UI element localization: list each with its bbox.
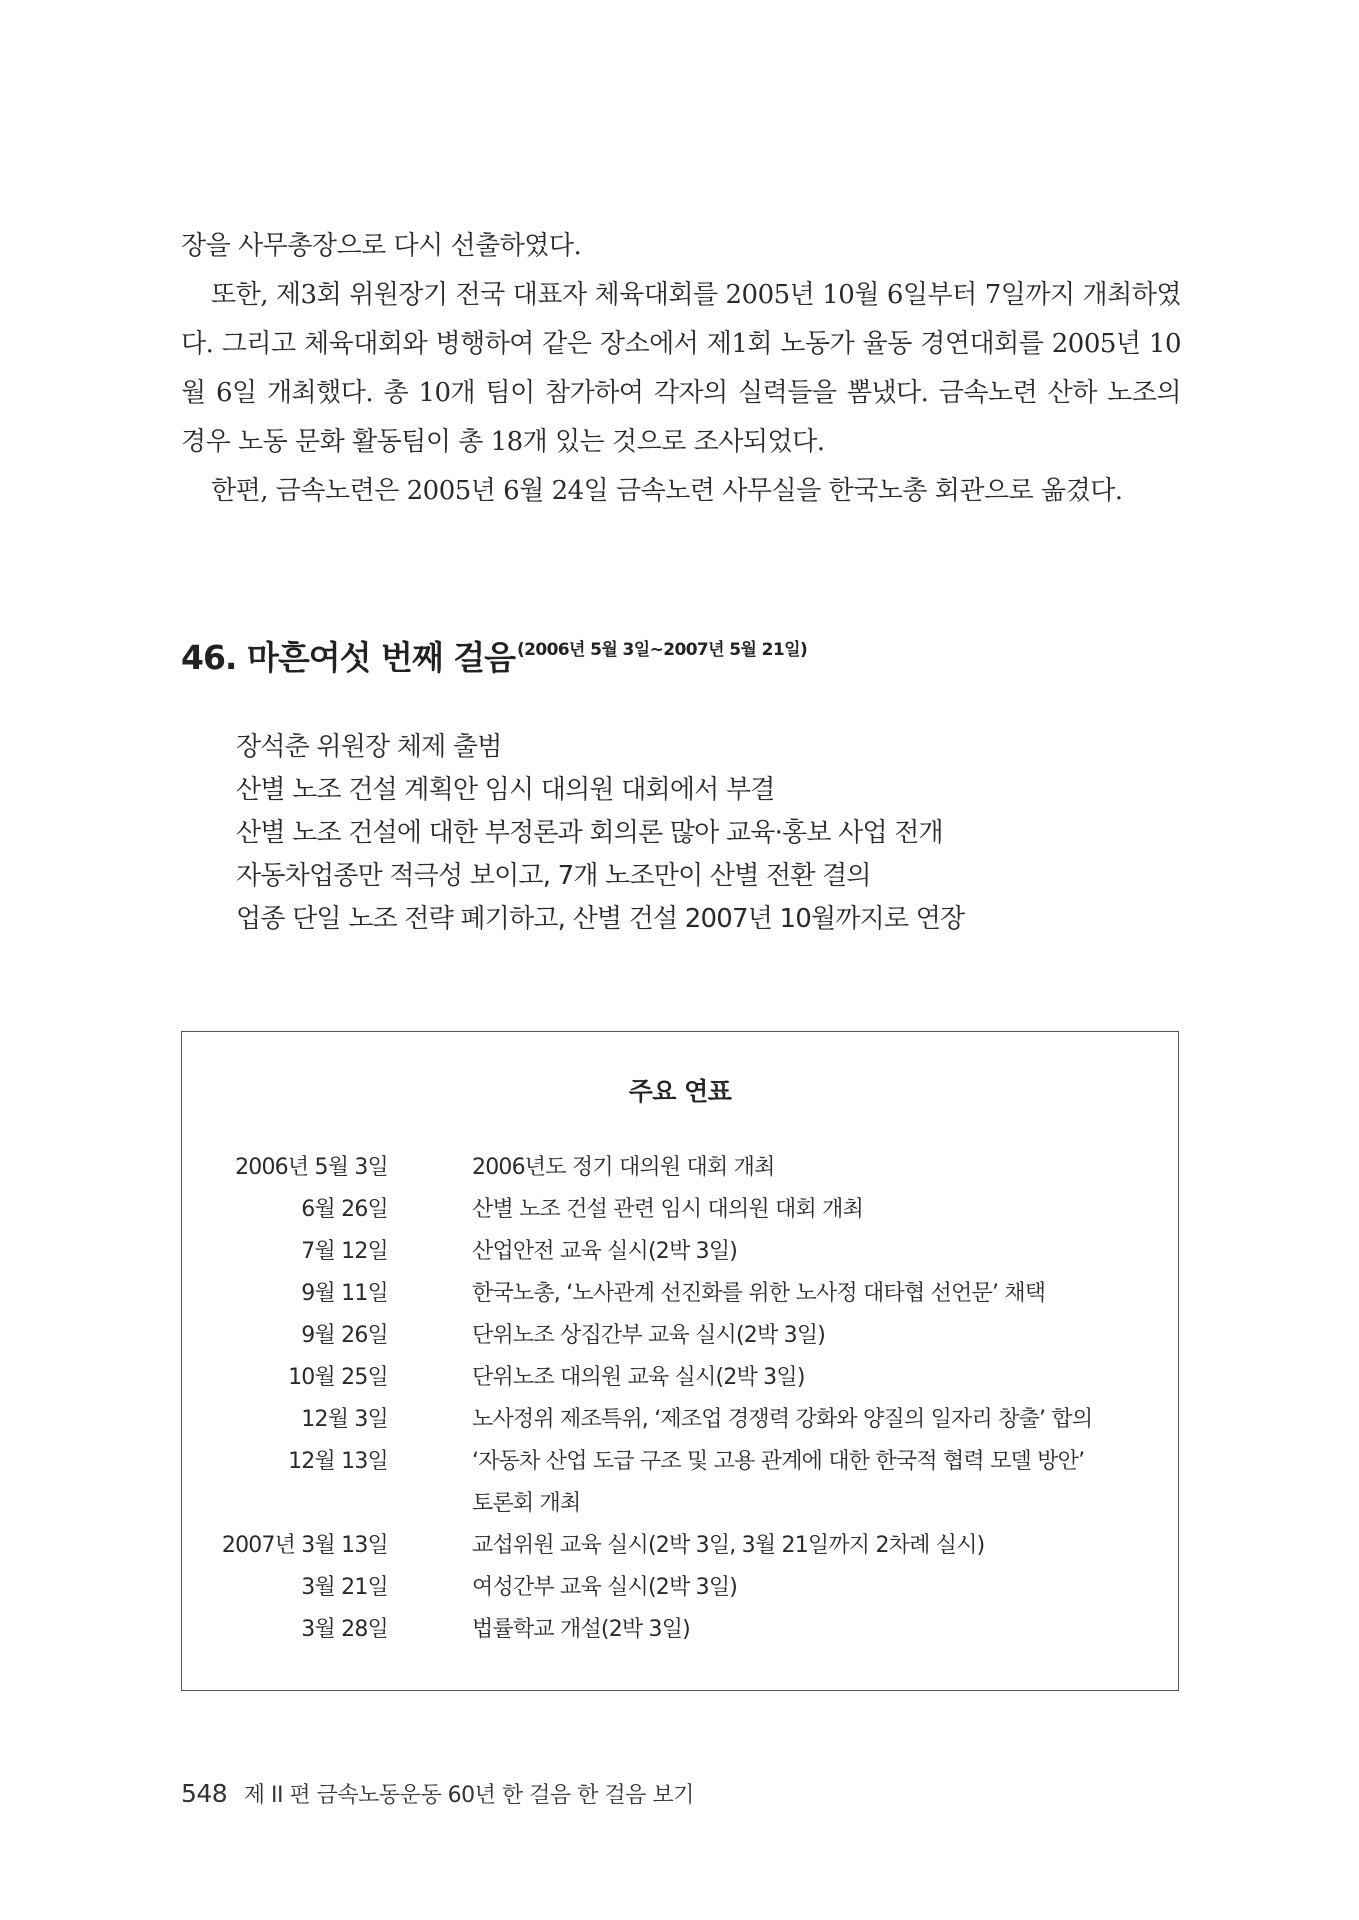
timeline-row xyxy=(182,1276,1178,1318)
summary-list xyxy=(236,726,964,941)
timeline-row xyxy=(182,1486,1178,1528)
timeline-date: 12월 3일 xyxy=(301,1407,388,1432)
timeline-row xyxy=(182,1444,1178,1486)
timeline-date: 3월 28일 xyxy=(301,1617,388,1642)
timeline-rows xyxy=(182,1150,1178,1654)
timeline-date: 2006년 5월 3일 xyxy=(235,1155,388,1180)
timeline-row xyxy=(182,1402,1178,1444)
timeline-date: 10월 25일 xyxy=(288,1365,388,1390)
timeline-event: 한국노총, ‘노사관계 선진화를 위한 노사정 대타협 선언문’ 채택 xyxy=(472,1281,1046,1306)
timeline-date: 7월 12일 xyxy=(301,1239,388,1264)
body-paragraph: 장을 사무총장으로 다시 선출하였다. xyxy=(181,231,582,261)
summary-item: 자동차업종만 적극성 보이고, 7개 노조만이 산별 전환 결의 xyxy=(236,861,871,891)
timeline-event: 교섭위원 교육 실시(2박 3일, 3월 21일까지 2차례 실시) xyxy=(472,1533,985,1558)
timeline-date: 2007년 3월 13일 xyxy=(221,1533,388,1558)
timeline-row xyxy=(182,1360,1178,1402)
running-title: 제 II 편 금속노동운동 60년 한 걸음 한 걸음 보기 xyxy=(243,1783,694,1808)
timeline-event: 산업안전 교육 실시(2박 3일) xyxy=(472,1239,738,1264)
timeline-event: 법률학교 개설(2박 3일) xyxy=(472,1617,690,1642)
timeline-date: 3월 21일 xyxy=(301,1575,388,1600)
section-period: (2006년 5월 3일~2007년 5월 21일) xyxy=(516,640,808,660)
body-paragraph: 또한, 제3회 위원장기 전국 대표자 체육대회를 2005년 10월 6일부터 7일까지 개최하였다. 그리고 체육대회와 병행하여 같은 장소에서 제1회 노동가 율동 경연대회를 2005년 10월 6일 개최했다. 총 10개 팀이 참가하여 각자의 실력들을 뽐냈다. 금속노련 산하 노조의 경우 노동 문화 활동팀이 총 18개 있는 것으로 조사되었다. xyxy=(181,280,1181,457)
summary-item: 업종 단일 노조 전략 폐기하고, 산별 건설 2007년 10월까지로 연장 xyxy=(236,904,965,934)
summary-item: 산별 노조 건설 계획안 임시 대의원 대회에서 부결 xyxy=(236,775,775,805)
timeline-row xyxy=(182,1318,1178,1360)
timeline-event: 여성간부 교육 실시(2박 3일) xyxy=(472,1575,738,1600)
page-footer xyxy=(181,1778,694,1809)
timeline-title: 주요 연표 xyxy=(628,1077,732,1106)
timeline-event: 단위노조 상집간부 교육 실시(2박 3일) xyxy=(472,1323,826,1348)
timeline-event: 토론회 개최 xyxy=(472,1491,581,1516)
body-paragraph: 한편, 금속노련은 2005년 6월 24일 금속노련 사무실을 한국노총 회관으로 옮겼다. xyxy=(211,476,1123,506)
body-text xyxy=(181,222,1181,516)
timeline-row xyxy=(182,1150,1178,1192)
timeline-event: 노사정위 제조특위, ‘제조업 경쟁력 강화와 양질의 일자리 창출’ 합의 xyxy=(472,1407,1093,1432)
timeline-row xyxy=(182,1570,1178,1612)
timeline-date: 6월 26일 xyxy=(301,1197,388,1222)
timeline-box xyxy=(181,1031,1179,1691)
timeline-row xyxy=(182,1192,1178,1234)
timeline-row xyxy=(182,1234,1178,1276)
section-title: 46. 마흔여섯 번째 걸음 xyxy=(181,638,515,677)
timeline-event: ‘자동차 산업 도급 구조 및 고용 관계에 대한 한국적 협력 모델 방안’ xyxy=(472,1449,1085,1474)
timeline-event: 2006년도 정기 대의원 대회 개최 xyxy=(472,1155,775,1180)
section-heading xyxy=(181,632,807,679)
page-number: 548 xyxy=(181,1779,228,1808)
timeline-date: 12월 13일 xyxy=(288,1449,388,1474)
summary-item: 산별 노조 건설에 대한 부정론과 회의론 많아 교육·홍보 사업 전개 xyxy=(236,818,943,848)
timeline-row xyxy=(182,1528,1178,1570)
timeline-date: 9월 11일 xyxy=(301,1281,388,1306)
timeline-event: 산별 노조 건설 관련 임시 대의원 대회 개최 xyxy=(472,1197,864,1222)
summary-item: 장석춘 위원장 체제 출범 xyxy=(236,732,502,762)
timeline-date: 9월 26일 xyxy=(301,1323,388,1348)
timeline-row xyxy=(182,1612,1178,1654)
timeline-event: 단위노조 대의원 교육 실시(2박 3일) xyxy=(472,1365,805,1390)
